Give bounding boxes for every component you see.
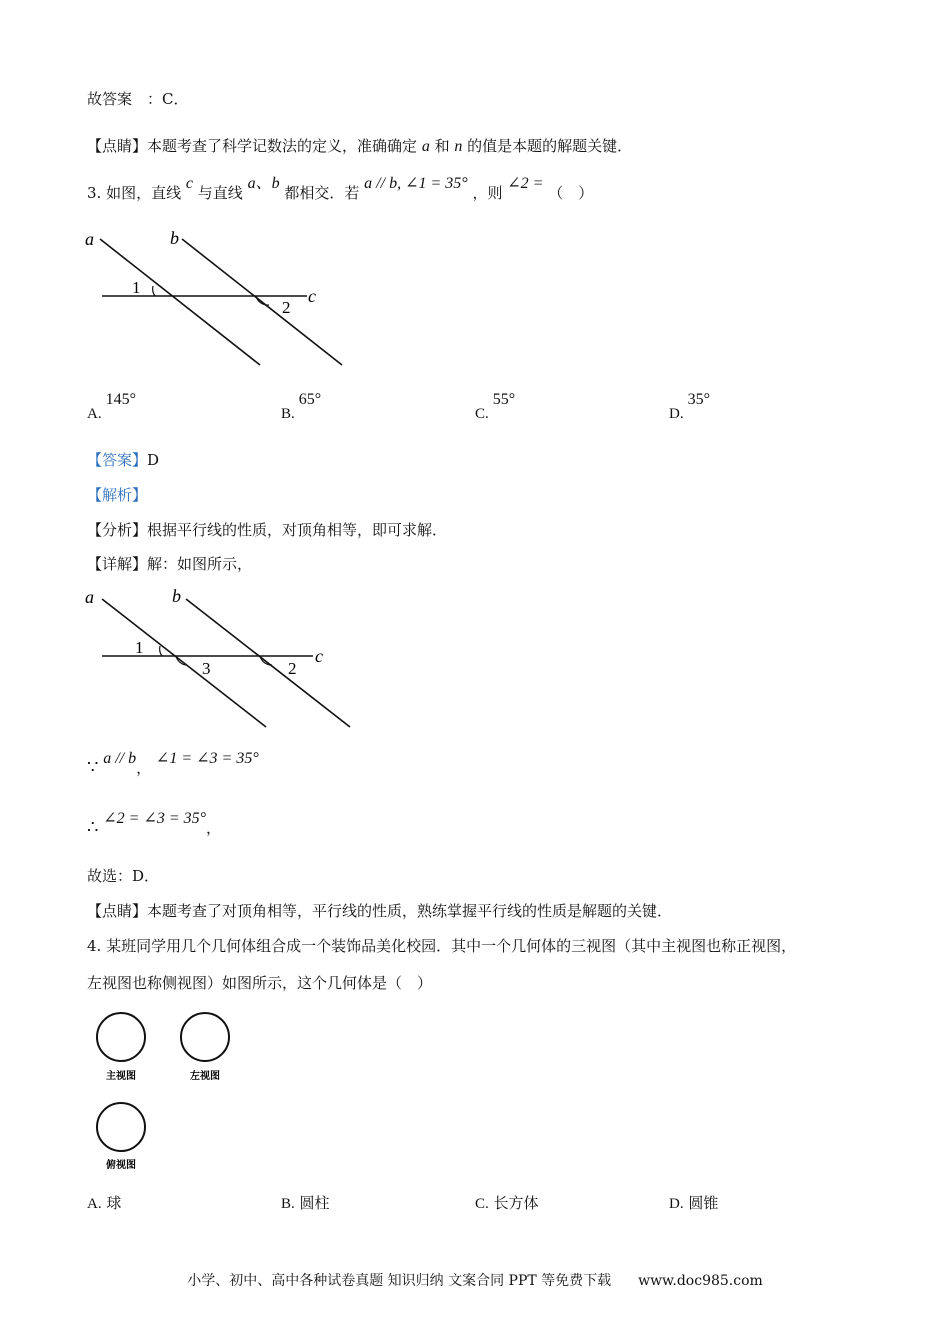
q3-because-line	[87, 750, 259, 779]
q3-option-c-value: 55°	[492, 391, 516, 408]
q3-answer-label: 【答案】	[87, 451, 148, 469]
q3-paren: （ ）	[548, 184, 594, 202]
q3-fenxi-text: 根据平行线的性质，对顶角相等，即可求解．	[147, 521, 448, 539]
q4-stem-line-2	[87, 973, 432, 993]
angle-1-arc	[153, 286, 155, 296]
prev-comment-var-n: n	[454, 138, 463, 155]
q3-option-c-label: C.	[475, 406, 489, 422]
prev-comment-text-1: 本题考查了科学记数法的定义，准确确定	[147, 137, 418, 155]
q3-text-3: 都相交．若	[284, 184, 360, 202]
label-1: 1	[132, 278, 141, 297]
q3-option-d[interactable]	[669, 391, 710, 423]
prev-comment-var-a: a	[421, 138, 430, 155]
q3-comment-prefix: 【点睛】	[87, 902, 148, 920]
q3-option-c[interactable]	[475, 391, 516, 423]
q3-fenxi-label: 【分析】	[87, 521, 148, 539]
q3-figure	[80, 225, 360, 375]
prev-comment-text-2: 和	[434, 137, 450, 155]
q4-line-1: 4. 某班同学用几个几何体组合成一个装饰品美化校园．其中一个几何体的三视图（其中主视图也称正视图，	[87, 937, 797, 955]
q3-text-4: ，则	[472, 184, 503, 202]
footer-text: 小学、初中、高中各种试卷真题 知识归纳 文案合同 PPT 等免费下载	[187, 1273, 612, 1289]
q3-detail-text: 解：如图所示，	[147, 555, 253, 573]
because-math-2: ∠1 = ∠3 = 35°	[155, 750, 259, 767]
because-comma: ，	[136, 759, 152, 777]
sol-label-3: 3	[202, 659, 211, 678]
front-view-circle	[97, 1013, 145, 1061]
q3-text-2: 与直线	[197, 184, 243, 202]
q3-option-a-label: A.	[87, 406, 102, 422]
q4-option-c-value: 长方体	[493, 1194, 539, 1212]
top-view-caption: 俯视图	[106, 1160, 136, 1171]
q3-option-b-value: 65°	[298, 391, 322, 408]
footer-url[interactable]: www.doc985.com	[638, 1273, 763, 1289]
therefore-math: ∠2 = ∠3 = 35°	[103, 810, 207, 827]
front-view-caption: 主视图	[106, 1071, 136, 1082]
q4-option-c-label: C.	[475, 1196, 489, 1212]
prev-answer-text: 故答案 ：C．	[87, 90, 189, 108]
sol-label-b: b	[172, 586, 181, 606]
prev-comment-text-3: 的值是本题的解题关键．	[467, 137, 633, 155]
q3-option-d-value: 35°	[687, 391, 710, 408]
q3-analysis-label: 【解析】	[87, 486, 148, 504]
q4-stem-line-1	[87, 936, 796, 956]
q4-three-views	[90, 1008, 240, 1178]
label-a: a	[85, 229, 94, 249]
q3-answer-value: D	[147, 451, 160, 469]
q3-option-b[interactable]	[281, 391, 322, 423]
q3-detail-line	[87, 554, 252, 574]
prev-comment-line	[87, 136, 632, 157]
angle-2-arc	[256, 296, 269, 305]
q4-option-a-value: 球	[106, 1194, 122, 1212]
sol-label-c: c	[315, 646, 323, 666]
q3-analysis-line	[87, 485, 147, 505]
line-a	[100, 239, 260, 365]
q3-var-ab: a、b	[247, 175, 280, 192]
q4-option-d-label: D.	[669, 1196, 684, 1212]
q3-solution-figure	[80, 585, 370, 735]
q3-choose-text: 故选：D．	[87, 867, 160, 885]
sol-line-a	[102, 599, 266, 727]
q3-fenxi-line	[87, 520, 447, 540]
q3-number: 3.	[87, 184, 102, 202]
q4-option-b[interactable]	[281, 1192, 330, 1213]
q3-option-d-label: D.	[669, 406, 684, 422]
sol-label-1: 1	[135, 638, 144, 657]
q3-choose-line	[87, 866, 159, 886]
q3-var-c: c	[185, 175, 193, 192]
q4-line-2: 左视图也称侧视图）如图所示，这个几何体是（ ）	[87, 974, 433, 992]
q4-option-b-label: B.	[281, 1196, 295, 1212]
q4-option-d-value: 圆锥	[688, 1194, 719, 1212]
q3-stem	[87, 175, 594, 204]
q3-condition: a // b, ∠1 = 35°	[364, 175, 468, 192]
q3-comment-line	[87, 901, 672, 921]
left-view-circle	[181, 1013, 229, 1061]
q4-option-a-label: A.	[87, 1196, 102, 1212]
q3-therefore-line	[87, 810, 222, 839]
q3-detail-label: 【详解】	[87, 555, 148, 573]
label-b: b	[170, 228, 179, 248]
because-symbol: ∵	[87, 757, 99, 778]
q4-option-d[interactable]	[669, 1192, 718, 1213]
q3-comment-text: 本题考查了对顶角相等，平行线的性质，熟练掌握平行线的性质是解题的关键．	[147, 902, 673, 920]
label-2: 2	[282, 298, 291, 317]
q4-option-b-value: 圆柱	[299, 1194, 330, 1212]
prev-answer-line	[87, 89, 188, 109]
q3-option-a-value: 145°	[105, 391, 136, 408]
line-b	[182, 239, 342, 365]
q3-option-a[interactable]	[87, 391, 136, 423]
because-math-1: a // b	[103, 750, 137, 767]
top-view-circle	[97, 1103, 145, 1151]
sol-angle-1-arc	[160, 646, 162, 656]
sol-line-b	[186, 599, 350, 727]
q4-option-c[interactable]	[475, 1192, 539, 1213]
therefore-symbol: ∴	[87, 817, 99, 838]
q3-target: ∠2 =	[507, 175, 544, 192]
q3-text-1: 如图，直线	[106, 184, 182, 202]
q3-option-b-label: B.	[281, 406, 295, 422]
sol-label-2: 2	[288, 659, 297, 678]
page-footer	[0, 1270, 950, 1290]
therefore-comma: ，	[206, 819, 222, 837]
q3-answer-line	[87, 450, 159, 470]
prev-comment-prefix: 【点睛】	[87, 137, 148, 155]
label-c: c	[308, 286, 316, 306]
sol-label-a: a	[85, 587, 94, 607]
left-view-caption: 左视图	[190, 1071, 220, 1082]
q4-option-a[interactable]	[87, 1192, 121, 1213]
